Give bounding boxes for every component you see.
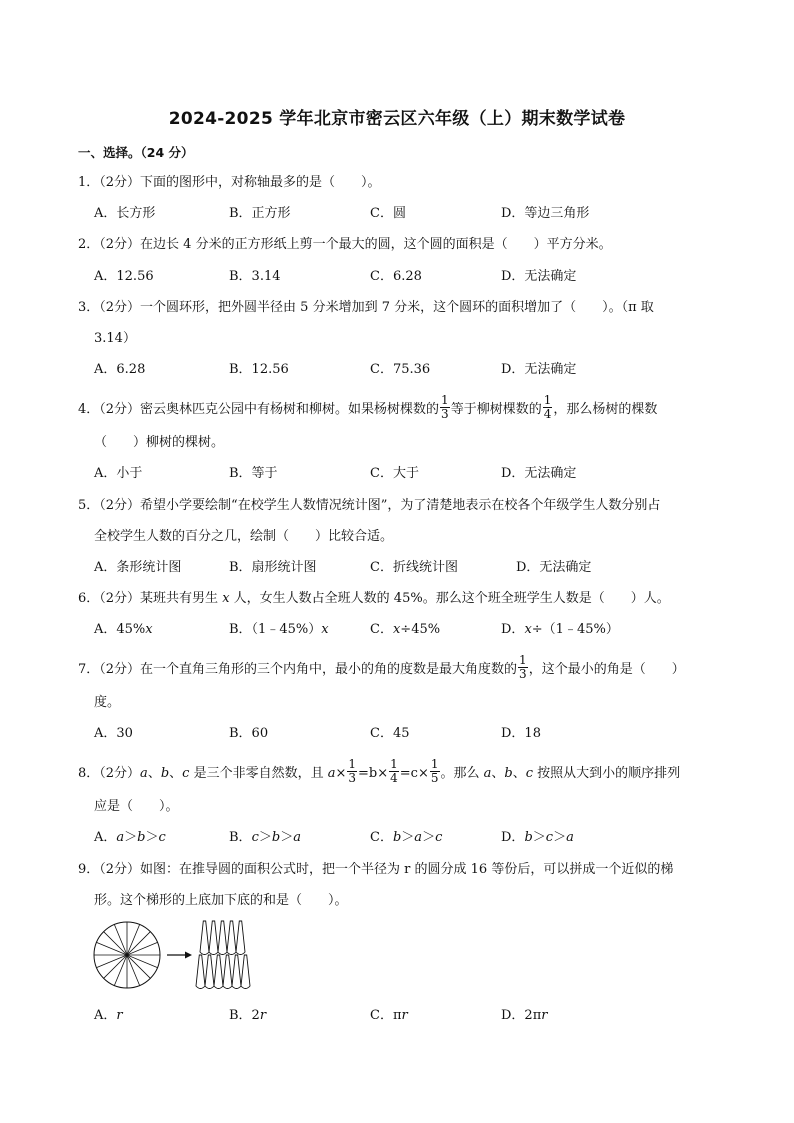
q7-option-b[interactable]: B．60 [229,726,269,741]
var-a: a [140,766,148,781]
q1-option-b[interactable]: B．正方形 [229,206,291,221]
q5-option-c[interactable]: C．折线统计图 [370,560,458,575]
q8-text-1: 8．（2分） [78,766,141,781]
option-variable: r [541,1008,548,1023]
q3-option-b[interactable]: B．12.56 [229,362,289,377]
var-c: c [525,766,534,781]
option-text: B．（1﹣45%） [229,622,322,637]
denominator: 3 [519,667,527,681]
q8-text-3: 。那么 [440,766,484,781]
q6-stem [78,590,670,608]
option-letter: A． [94,1008,117,1023]
numerator: 1 [441,393,449,407]
sector-line [127,955,150,978]
q6-option-c[interactable] [370,621,440,639]
q6-option-b[interactable] [229,621,329,639]
option-variable: r [259,1008,267,1023]
greater-sign: ＞ [553,830,567,845]
q8-option-a[interactable] [94,829,166,847]
separator: 、 [491,766,505,781]
q6-option-d[interactable] [501,621,619,639]
option-variable: c [435,830,443,845]
q7-text-1: 7．（2分）在一个直角三角形的三个内角中，最小的角的度数是最大角度数的 [78,662,518,677]
separator: 、 [512,766,526,781]
q7-option-c[interactable]: C．45 [370,726,410,741]
denominator: 4 [390,771,398,785]
q6-options [94,621,754,639]
section-heading: 一、选择。（24 分） [78,145,194,160]
greater-sign: ＞ [145,830,159,845]
greater-sign: ＞ [422,830,436,845]
sector-line [127,932,150,955]
q3-option-c[interactable]: C．75.36 [370,362,431,377]
q3-stem: 3．（2分）一个圆环形，把外圆半径由 5 分米增加到 7 分米，这个圆环的面积增加了（ ）。（π 取 [78,300,654,315]
option-variable: r [401,1008,408,1023]
trapezoid-sector [200,921,209,955]
var-a: a [483,766,492,781]
trapezoid-sector [227,921,236,955]
q4-text-2: 等于柳树棵数的 [450,402,542,417]
q1-stem: 1．（2分）下面的图形中，对称轴最多的是（ ）。 [78,175,381,190]
option-variable: r [116,1008,123,1023]
greater-sign: ＞ [401,830,415,845]
q7-stem [78,653,685,683]
q7-option-d[interactable]: D．18 [501,726,541,741]
q8-fraction-1 [347,758,357,785]
q4-fraction-1 [440,394,450,421]
q6-text-2: 人，女生人数占全班人数的 45%。那么这个班全班学生人数是（ ）人。 [229,591,670,606]
q8-stem [78,757,681,787]
numerator: 1 [348,757,357,771]
q2-option-c[interactable]: C．6.28 [370,269,422,284]
numerator: 1 [390,757,398,771]
trapezoid-sector [196,955,205,989]
q5-stem-cont: 全校学生人数的百分之几，绘制（ ）比较合适。 [94,529,394,544]
option-text: ÷（1﹣45%） [531,622,619,637]
equals-b: =b× [358,766,389,781]
q8-text-2: 是三个非零自然数，且 [189,766,328,781]
q4-option-d[interactable]: D．无法确定 [501,466,577,481]
var-b: b [504,766,513,781]
trapezoid-sector [205,955,214,989]
sector-line [104,955,127,978]
trapezoid-sector [236,921,245,955]
q1-options [94,205,754,223]
q1-option-c[interactable]: C．圆 [370,206,406,221]
q8-text-4: 按照从大到小的顺序排列 [533,766,681,781]
divided-circle [94,922,160,988]
sector-line [104,932,127,955]
numerator: 1 [430,757,439,771]
q4-text-3: ，那么杨树的棵数 [553,402,658,417]
option-variable: c [158,830,166,845]
q9-option-c[interactable] [370,1007,408,1025]
option-variable: a [293,830,301,845]
q9-stem: 9．（2分）如图：在推导圆的面积公式时，把一个半径为 r 的圆分成 16 等份后，可以拼成一个近似的梯 [78,862,674,877]
q4-text-1: 4．（2分）密云奥林匹克公园中有杨树和柳树。如果杨树棵数的 [78,402,440,417]
option-letter: B．2 [229,1008,260,1023]
denominator: 3 [348,771,357,785]
q9-options [94,1007,754,1025]
q8-option-c[interactable] [370,829,442,847]
q4-option-c[interactable]: C．大于 [370,466,419,481]
equals-c: =c× [399,766,429,781]
option-variable: a [566,830,574,845]
greater-sign: ＞ [280,830,294,845]
q5-options [94,559,754,577]
numerator: 1 [519,653,527,667]
var-a: a [327,766,336,781]
option-letter: C． [370,830,393,845]
q7-option-a[interactable]: A．30 [94,726,133,741]
option-variable: b [137,830,146,845]
option-variable: c [545,830,554,845]
option-variable: c [251,830,259,845]
option-variable: x [145,622,153,637]
q5-option-a[interactable]: A．条形统计图 [94,560,182,575]
trapezoid-sector [218,921,227,955]
q2-options [94,268,754,286]
trapezoid-sector [214,955,223,989]
var-c: c [182,766,190,781]
q2-option-b[interactable]: B．3.14 [229,269,281,284]
q7-options [94,725,754,743]
option-text: C． [370,622,393,637]
q2-stem: 2．（2分）在边长 4 分米的正方形纸上剪一个最大的圆，这个圆的面积是（ ）平方分米。 [78,237,612,252]
q4-option-a[interactable]: A．小于 [94,466,143,481]
option-variable: b [271,830,281,845]
denominator: 3 [441,407,449,421]
arrow-icon [167,952,192,959]
q9-option-b[interactable] [229,1007,266,1025]
option-variable: b [392,830,402,845]
var-b: b [160,766,170,781]
q9-option-a[interactable] [94,1007,123,1025]
q8-fraction-2 [389,758,399,785]
q7-fraction [518,654,528,681]
q1-option-a[interactable]: A．长方形 [94,206,156,221]
q4-stem [78,393,658,423]
q2-option-d[interactable]: D．无法确定 [501,269,577,284]
q7-text-2: ，这个最小的角是（ ） [528,662,685,677]
q8-options [94,829,754,847]
option-text: A．45% [94,622,146,637]
trapezoid-sector [209,921,218,955]
circle-to-trapezoid-figure [92,918,268,992]
q1-option-d[interactable]: D．等边三角形 [501,206,590,221]
times-sign: × [335,766,347,781]
q8-stem-cont: 应是（ ）。 [94,799,179,814]
option-letter: A． [94,830,117,845]
trapezoid-sector [232,955,241,989]
denominator: 4 [543,407,552,421]
q6-variable: x [222,591,230,606]
q3-options [94,361,754,379]
q9-stem-cont: 形。这个梯形的上底加下底的和是（ ）。 [94,893,348,908]
q6-option-a[interactable] [94,621,153,639]
q4-stem-cont: （ ）柳树的棵树。 [94,435,225,450]
q6-text-1: 6．（2分）某班共有男生 [78,591,223,606]
trapezoid-sector [241,955,250,989]
q5-stem: 5．（2分）希望小学要绘制“在校学生人数情况统计图”，为了清楚地表示在校各个年级学生人数分别占 [78,498,661,513]
separator: 、 [169,766,183,781]
option-text: D． [501,622,525,637]
q7-stem-cont: 度。 [94,695,121,710]
greater-sign: ＞ [532,830,546,845]
option-letter: B． [229,830,252,845]
q4-option-b[interactable]: B．等于 [229,466,278,481]
q3-stem-cont: 3.14） [94,331,136,346]
numerator: 1 [543,393,552,407]
option-variable: x [321,622,329,637]
option-variable: x [392,622,401,637]
q3-option-d[interactable]: D．无法确定 [501,362,577,377]
q8-option-d[interactable] [501,829,574,847]
q4-options [94,465,754,483]
trapezoid-sector [223,955,232,989]
option-variable: a [116,830,125,845]
approximate-trapezoid [196,921,250,989]
separator: 、 [147,766,161,781]
q9-option-d[interactable] [501,1007,547,1025]
greater-sign: ＞ [124,830,138,845]
q5-option-d[interactable]: D．无法确定 [516,560,592,575]
q2-option-a[interactable]: A．12.56 [94,269,154,284]
greater-sign: ＞ [258,830,272,845]
option-variable: b [524,830,533,845]
option-text: ÷45% [400,622,441,637]
denominator: 5 [430,771,439,785]
option-variable: x [524,622,532,637]
q4-fraction-2 [543,394,553,421]
exam-title: 2024-2025 学年北京市密云区六年级（上）期末数学试卷 [168,109,626,129]
q8-option-b[interactable] [229,829,301,847]
option-letter: D． [501,830,525,845]
option-variable: a [414,830,423,845]
q3-option-a[interactable]: A．6.28 [94,362,146,377]
option-letter: C．π [370,1008,402,1023]
q8-fraction-3 [430,758,440,785]
q5-option-b[interactable]: B．扇形统计图 [229,560,317,575]
option-letter: D．2π [501,1008,542,1023]
